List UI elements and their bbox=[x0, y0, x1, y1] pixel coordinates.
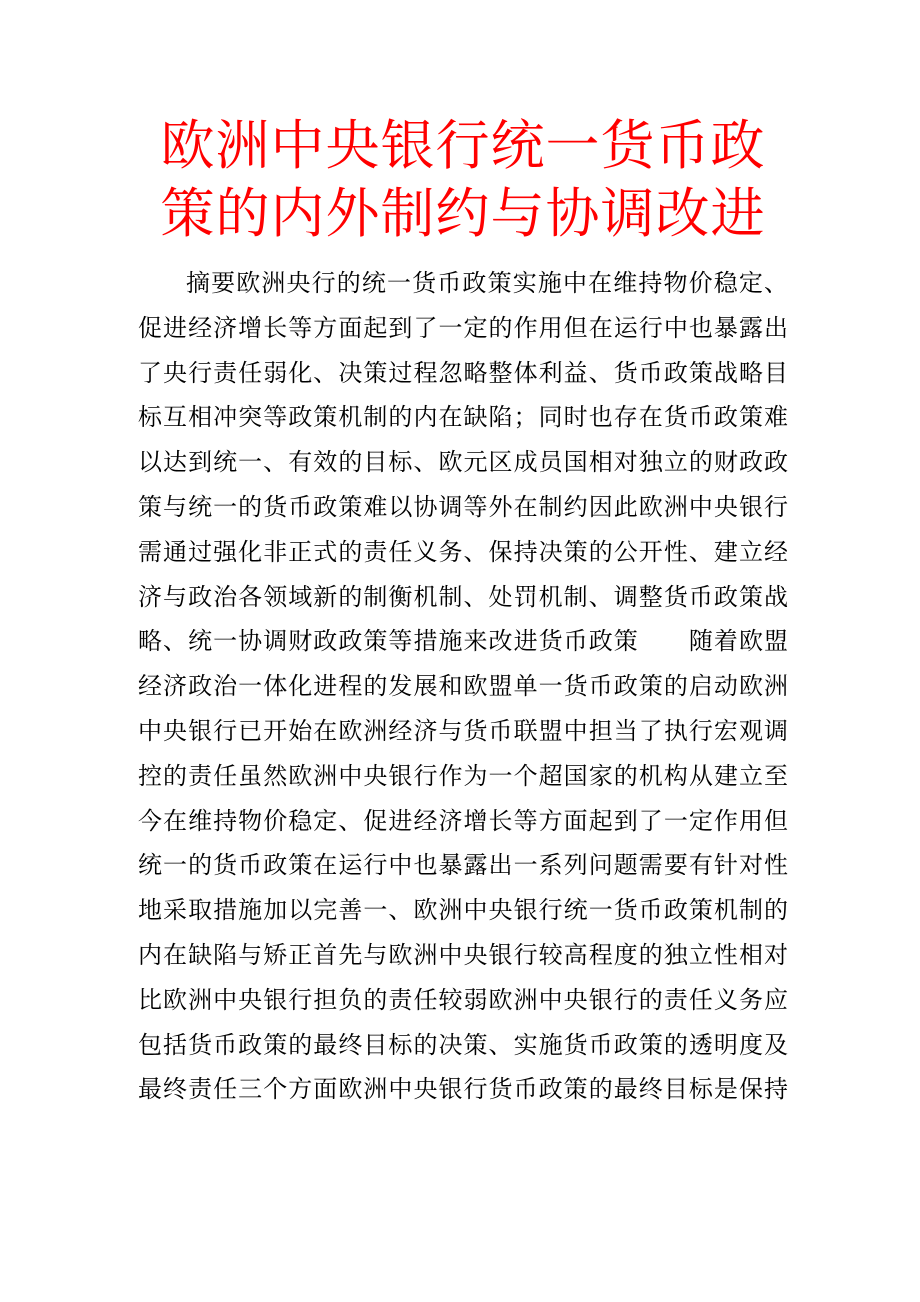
body-line: 地采取措施加以完善一、欧洲中央银行统一货币政策机制的 bbox=[138, 896, 788, 925]
document-title bbox=[138, 112, 788, 248]
body-line: 略、统一协调财政政策等措施来改进货币政策 随着欧盟 bbox=[138, 627, 788, 656]
body-line: 今在维持物价稳定、促进经济增长等方面起到了一定作用但 bbox=[138, 806, 788, 835]
body-line: 促进经济增长等方面起到了一定的作用但在运行中也暴露出 bbox=[138, 313, 788, 342]
body-line: 内在缺陷与矫正首先与欧洲中央银行较高程度的独立性相对 bbox=[138, 940, 788, 969]
body-line: 标互相冲突等政策机制的内在缺陷；同时也存在货币政策难 bbox=[138, 403, 788, 432]
body-line: 包括货币政策的最终目标的决策、实施货币政策的透明度及 bbox=[138, 1030, 788, 1059]
body-line: 需通过强化非正式的责任义务、保持决策的公开性、建立经 bbox=[138, 537, 788, 566]
document-body bbox=[138, 261, 788, 1112]
title-line: 策的内外制约与协调改进 bbox=[160, 182, 766, 245]
body-line: 了央行责任弱化、决策过程忽略整体利益、货币政策战略目 bbox=[138, 358, 788, 387]
body-line: 统一的货币政策在运行中也暴露出一系列问题需要有针对性 bbox=[138, 851, 788, 880]
body-line: 比欧洲中央银行担负的责任较弱欧洲中央银行的责任义务应 bbox=[138, 985, 788, 1014]
body-line: 经济政治一体化进程的发展和欧盟单一货币政策的启动欧洲 bbox=[138, 672, 788, 701]
body-line: 控的责任虽然欧洲中央银行作为一个超国家的机构从建立至 bbox=[138, 761, 788, 790]
body-line: 策与统一的货币政策难以协调等外在制约因此欧洲中央银行 bbox=[138, 492, 788, 521]
body-line: 最终责任三个方面欧洲中央银行货币政策的最终目标是保持 bbox=[138, 1075, 788, 1104]
body-line: 济与政治各领域新的制衡机制、处罚机制、调整货币政策战 bbox=[138, 582, 788, 611]
body-line: 摘要欧洲央行的统一货币政策实施中在维持物价稳定、 bbox=[186, 269, 788, 297]
title-line: 欧洲中央银行统一货币政 bbox=[160, 114, 766, 177]
body-line: 中央银行已开始在欧洲经济与货币联盟中担当了执行宏观调 bbox=[138, 716, 788, 745]
body-line: 以达到统一、有效的目标、欧元区成员国相对独立的财政政 bbox=[138, 448, 788, 477]
